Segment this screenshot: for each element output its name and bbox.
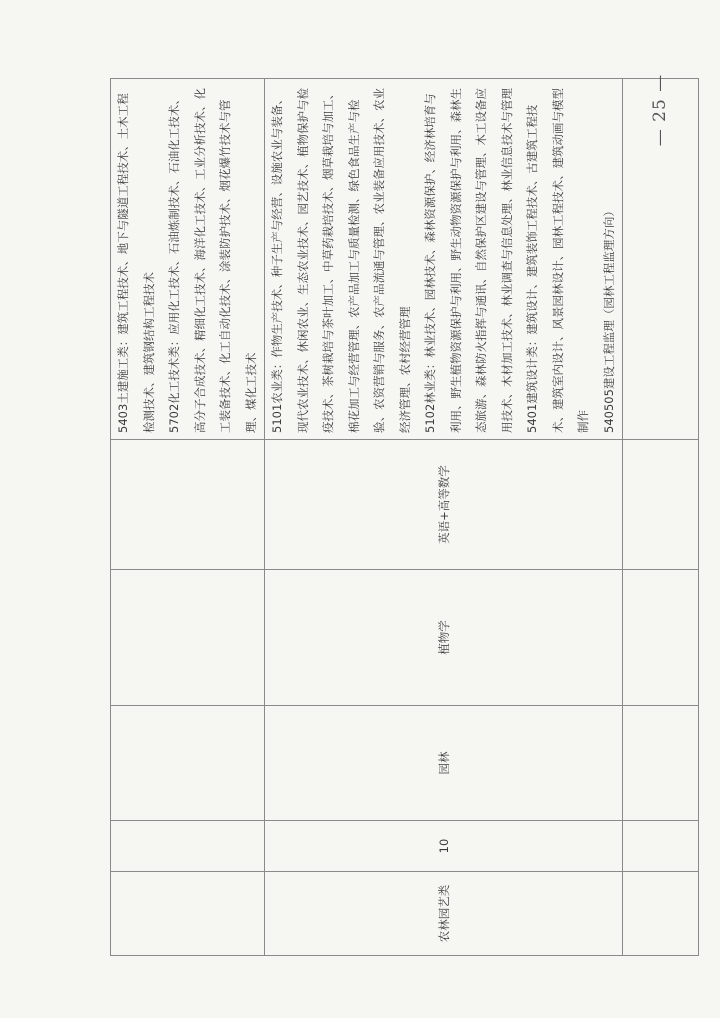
page-number: — 25 — [650,73,670,147]
related-majors-line: 540505建设工程监理（园林工程监理方向） [601,205,616,433]
cell-category-empty [111,872,265,956]
table-row [265,79,623,956]
cell-exam-empty [111,440,265,570]
cell-subject-empty [623,570,699,706]
table-row [111,79,265,956]
related-majors-line: 5702化工技术类：应用化工技术、石油炼制技术、石油化工技术、高分子合成技术、精细化工技术、海洋化工技术、工业分析技术、化工装备技术、化工自动化技术、涂装防护技术、烟花爆竹技术与管理、煤化工技术 [167,88,258,433]
related-majors-line: 5102林业类：林业技术、园林技术、森林资源保护、经济林培育与利用、野生植物资源保护与利用、野生动物资源保护与利用、森林生态旅游、森林防火指挥与通讯、自然保护区建设与管理、木工设备应用技术、木材加工技术、林业调查与信息处理、林业信息技术与管理 [423,88,514,433]
cell-major-empty [111,706,265,821]
related-majors-line: 5403土建施工类：建筑工程技术、地下与隧道工程技术、土木工程检测技术、建筑钢结构工程技术 [116,93,156,433]
related-majors-line: 5101农业类：作物生产技术、种子生产与经营、设施农业与装备、现代农业技术、休闲农业、生态农业技术、园艺技术、植物保护与检疫技术、茶树栽培与茶叶加工、中草药栽培技术、烟草栽培与加工、棉花加工与经营管理、农产品加工与质量检测、绿色食品生产与检验、农资营销与服务、农产品流通与管理、农业装备应用技术、农业经济管理、农村经营管理 [270,88,412,433]
major-table [110,78,699,956]
cell-major-empty [623,706,699,821]
cell-subject: 植物学 [265,570,623,706]
cell-number-empty [623,821,699,872]
cell-subject-empty [111,570,265,706]
cell-number-empty [111,821,265,872]
cell-number: 10 [265,821,623,872]
cell-exam: 英语+高等数学 [265,440,623,570]
cell-related-majors-top [111,79,265,440]
related-majors-line: 5401建筑设计类：建筑设计、建筑装饰工程技术、古建筑工程技术、建筑室内设计、风景园林设计、园林工程技术、建筑动画与模型制作 [525,88,590,433]
table-row [623,79,699,956]
cell-exam-empty [623,440,699,570]
cell-category: 农林园艺类 [265,872,623,956]
cell-category-empty [623,872,699,956]
cell-major: 园林 [265,706,623,821]
cell-related-majors [265,79,623,440]
